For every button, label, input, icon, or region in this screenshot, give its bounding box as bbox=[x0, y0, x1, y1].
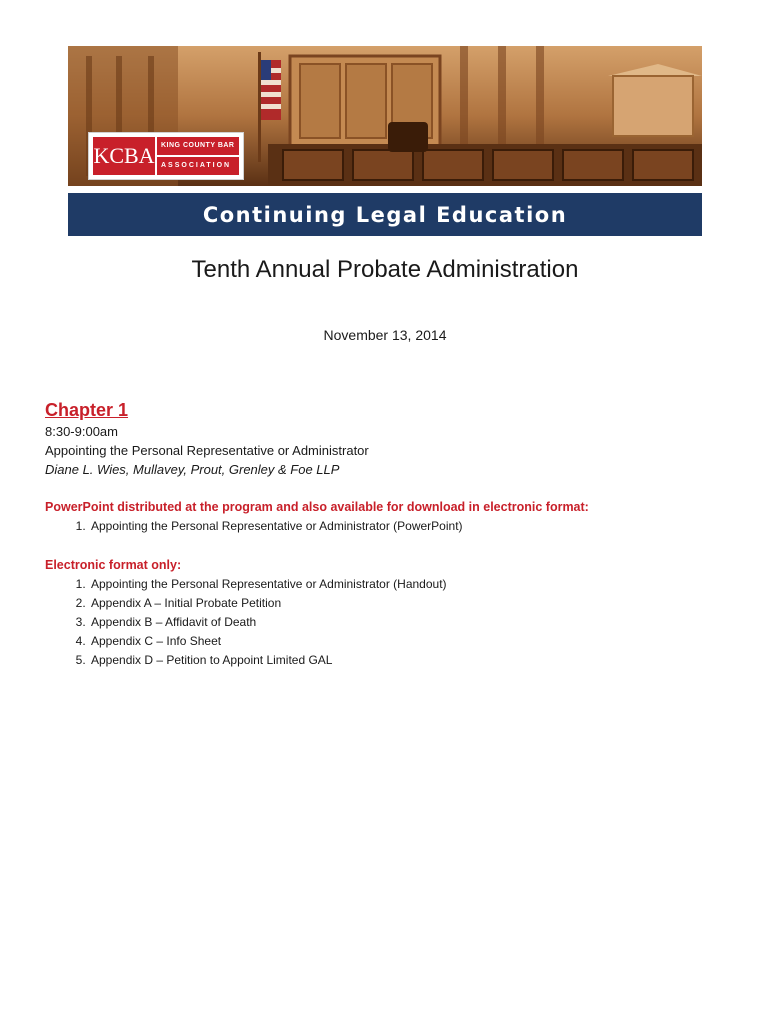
electronic-item-list bbox=[45, 575, 447, 670]
chapter-speaker: Diane L. Wies, Mullavey, Prout, Grenley & Foe LLP bbox=[45, 462, 340, 477]
powerpoint-section-heading: PowerPoint distributed at the program and also available for download in electronic format: bbox=[45, 500, 589, 514]
list-item: 1. Appointing the Personal Representative or Administrator (Handout) bbox=[89, 575, 447, 594]
kcba-logo-mark: KCBA bbox=[93, 137, 155, 175]
list-item: 2. Appendix A – Initial Probate Petition bbox=[89, 594, 447, 613]
kcba-logo-line2: ASSOCIATION bbox=[157, 157, 239, 175]
list-item: 5. Appendix D – Petition to Appoint Limited GAL bbox=[89, 651, 447, 670]
electronic-section-heading: Electronic format only: bbox=[45, 558, 182, 572]
kcba-logo-line1: KING COUNTY BAR bbox=[157, 137, 239, 155]
chapter-time: 8:30-9:00am bbox=[45, 424, 118, 439]
chapter-topic: Appointing the Personal Representative or Administrator bbox=[45, 443, 369, 458]
kcba-logo bbox=[88, 132, 244, 180]
list-item: 3. Appendix B – Affidavit of Death bbox=[89, 613, 447, 632]
chapter-heading: Chapter 1 bbox=[45, 400, 129, 420]
list-item: 4. Appendix C – Info Sheet bbox=[89, 632, 447, 651]
program-date: November 13, 2014 bbox=[323, 327, 447, 343]
document-title: Tenth Annual Probate Administration bbox=[191, 256, 579, 283]
courtroom-banner bbox=[68, 46, 702, 186]
cle-title-bar: Continuing Legal Education bbox=[68, 193, 702, 236]
list-item: 1. Appointing the Personal Representative or Administrator (PowerPoint) bbox=[89, 517, 463, 536]
powerpoint-item-list bbox=[45, 517, 463, 536]
